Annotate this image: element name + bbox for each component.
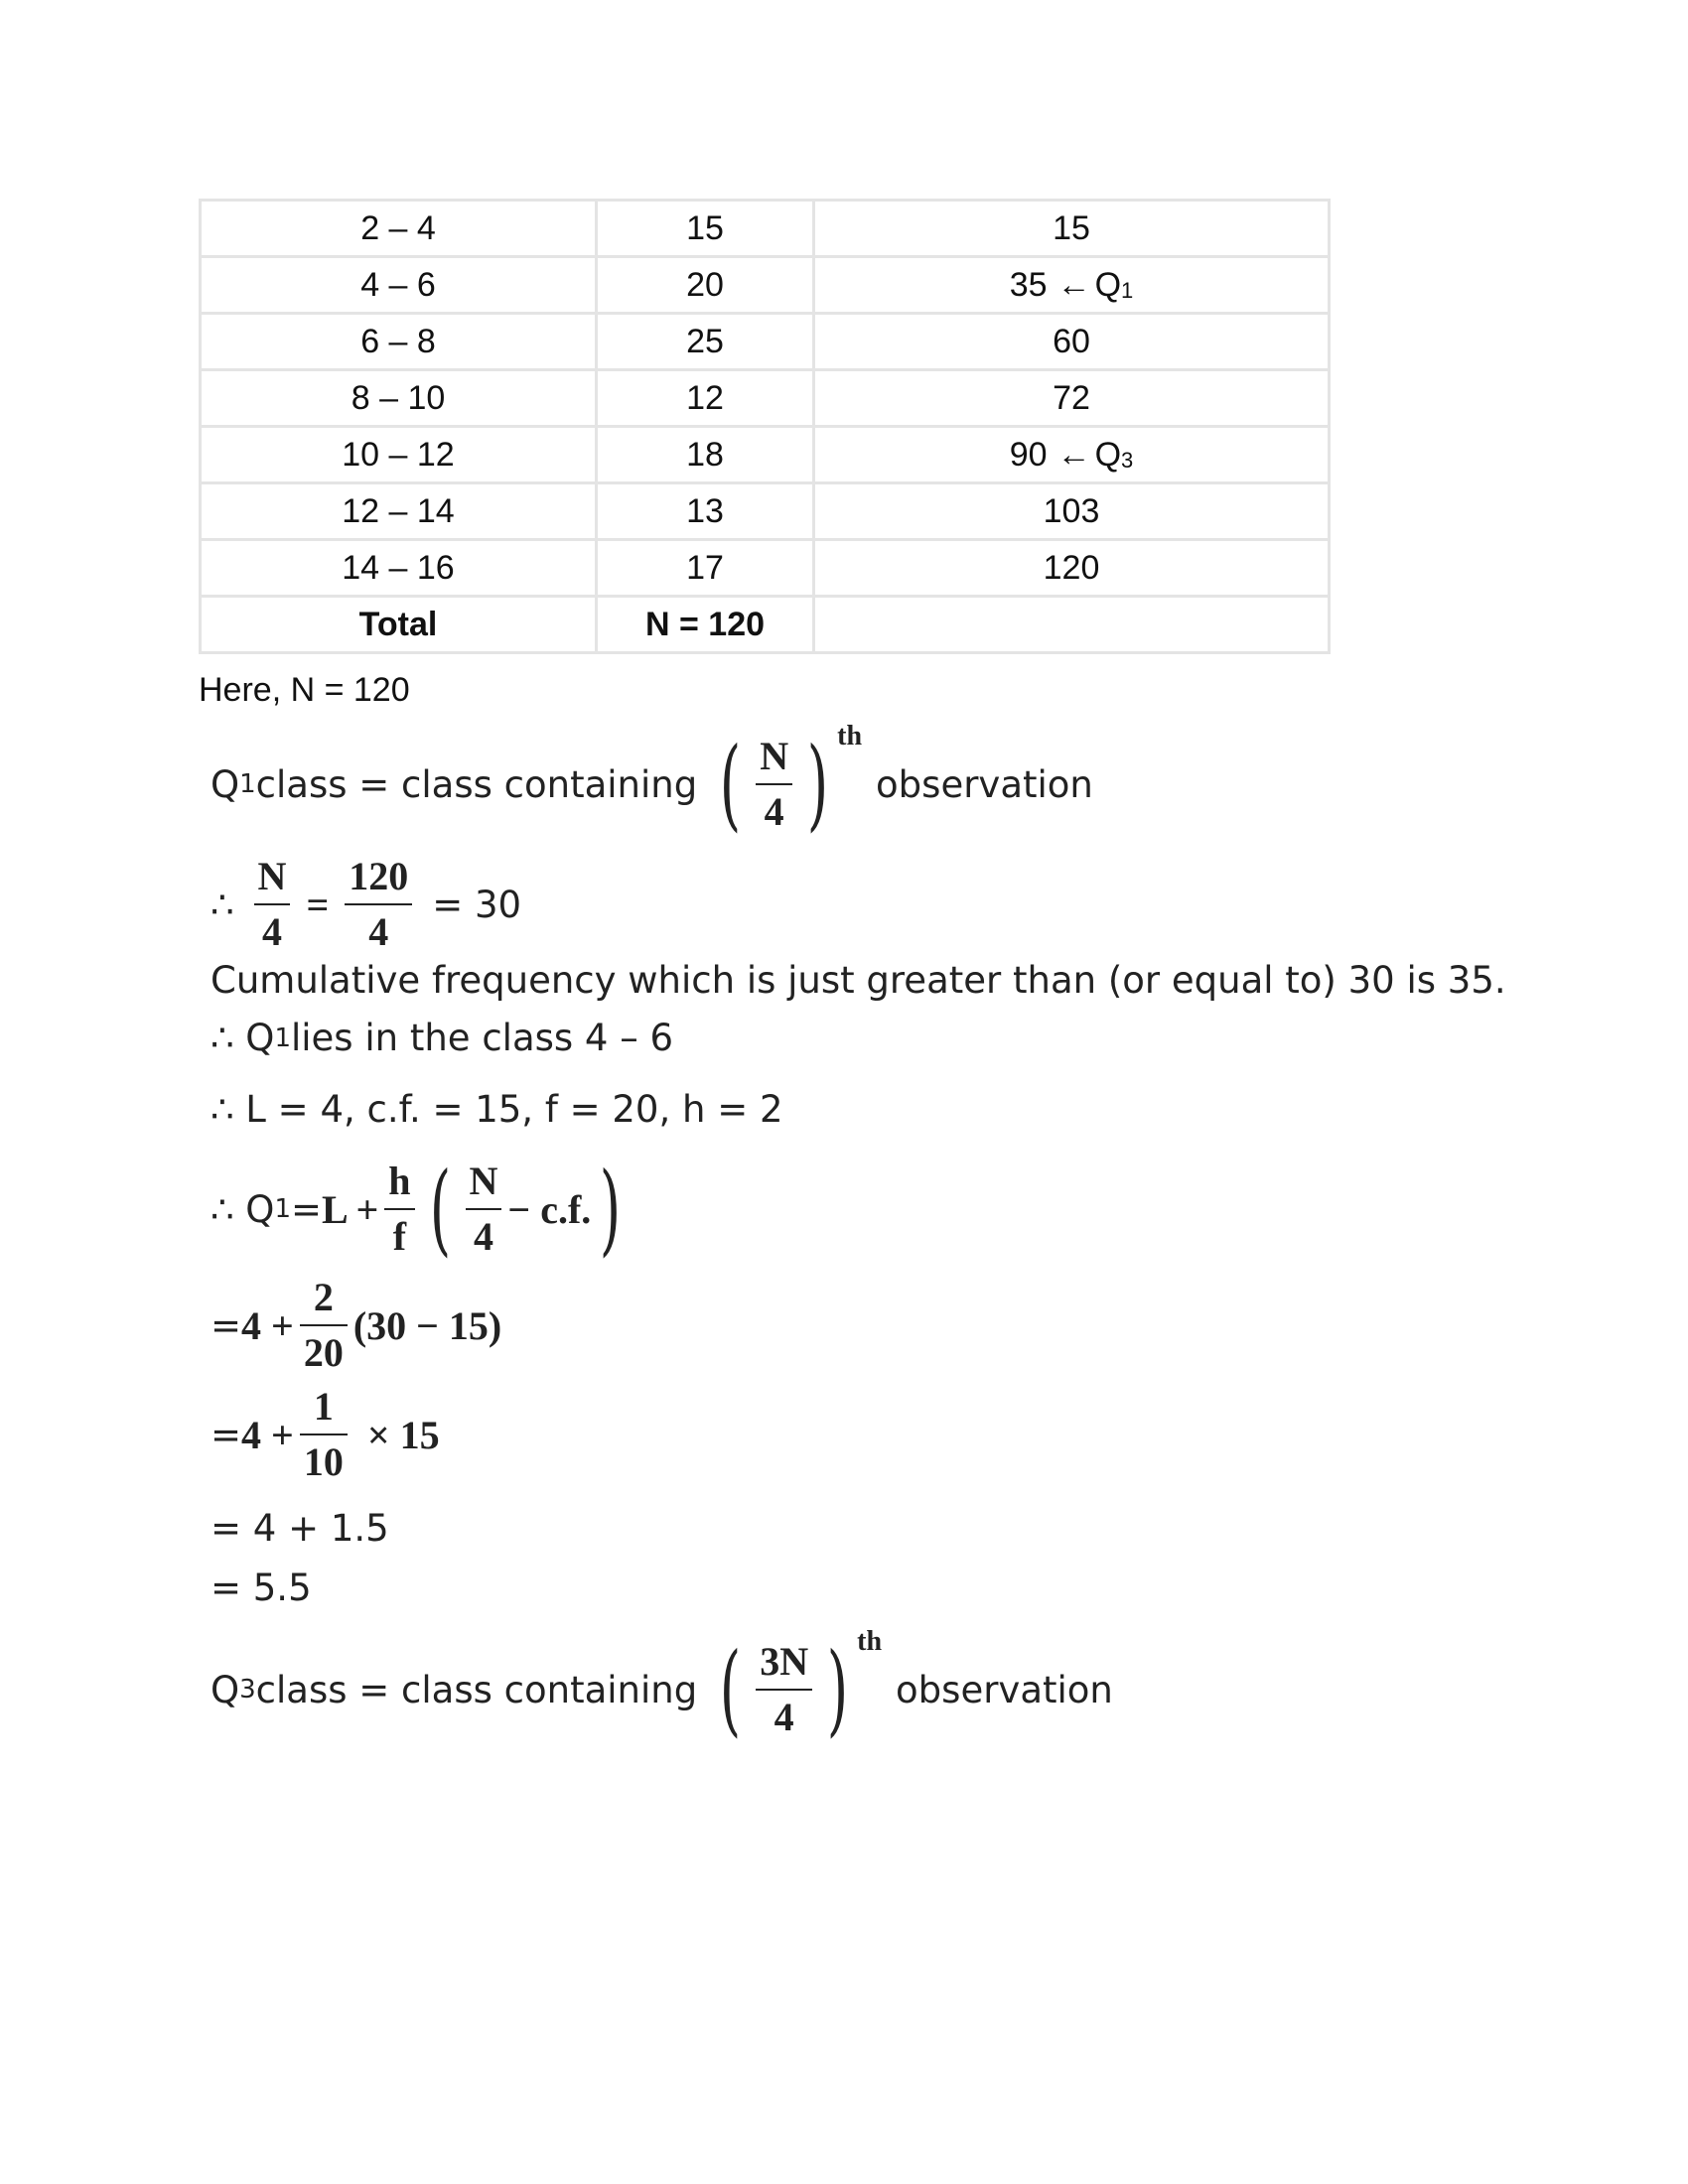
cumulative-frequency-cell	[815, 371, 1328, 428]
cumulative-frequency-cell	[815, 315, 1328, 371]
step1-line	[211, 1277, 501, 1374]
denominator: 10	[303, 1439, 344, 1484]
result-30: = 30	[432, 883, 522, 926]
q1-formula-line	[211, 1151, 630, 1267]
table-row	[202, 541, 1328, 598]
arrow-icon: ←	[1056, 435, 1091, 474]
cumulative-frequency-cell	[815, 202, 1328, 258]
cumulative-frequency-cell	[815, 541, 1328, 598]
denominator: 4	[368, 909, 389, 954]
class-interval-cell: 6 – 8	[202, 315, 598, 371]
q-subscript: 1	[239, 769, 256, 799]
minus-cf: − c.f.	[507, 1186, 592, 1232]
q3-class-line	[211, 1626, 1113, 1747]
numerator: N	[257, 854, 287, 898]
frequency-cell: 13	[598, 484, 815, 541]
denominator: 4	[764, 789, 784, 834]
step4-line: = 5.5	[211, 1567, 312, 1609]
observation-text: observation	[876, 762, 1093, 806]
total-label: Total	[202, 598, 598, 651]
table-row	[202, 315, 1328, 371]
class-interval-cell: 8 – 10	[202, 371, 598, 428]
1-over-10	[300, 1386, 348, 1483]
n-over-4	[254, 856, 291, 953]
numerator: 1	[313, 1384, 334, 1429]
cumulative-frequency-cell	[815, 258, 1328, 315]
class-containing-text: class = class containing	[255, 1668, 698, 1711]
q-letter: ∴ Q	[211, 1017, 275, 1059]
cf-value: 120	[1043, 548, 1100, 587]
equals-text: =	[211, 1413, 242, 1456]
class-interval-cell: 2 – 4	[202, 202, 598, 258]
table-row	[202, 202, 1328, 258]
equals-text: =	[290, 1187, 322, 1231]
quartile-marker: $Q_3$	[1094, 435, 1134, 474]
denominator: f	[392, 1214, 407, 1259]
cumulative-frequency-cell	[815, 484, 1328, 541]
here-line: Here, N = 120	[199, 671, 410, 709]
l-plus: L +	[322, 1186, 379, 1232]
cf-value: 72	[1053, 378, 1090, 417]
cf-value: 90	[1009, 435, 1048, 474]
q-subscript: 1	[274, 1194, 291, 1224]
frequency-cell: 12	[598, 371, 815, 428]
denominator: 20	[303, 1330, 344, 1375]
frequency-cell: 18	[598, 428, 815, 484]
th-superscript: th	[837, 721, 863, 751]
class-interval-cell: 10 – 12	[202, 428, 598, 484]
table-row	[202, 371, 1328, 428]
cf-value: 60	[1053, 322, 1090, 360]
q1-lies-line	[211, 1017, 673, 1059]
cf-sentence: Cumulative frequency which is just greater than (or equal to) 30 is 35.	[211, 959, 1506, 1002]
equals-text: =	[211, 1303, 242, 1347]
numerator: 120	[349, 854, 409, 898]
120-over-4	[345, 856, 412, 953]
table-row	[202, 258, 1328, 315]
right-paren: )	[826, 1631, 849, 1747]
numerator: 2	[313, 1275, 334, 1319]
q-letter: Q	[211, 762, 240, 806]
n-over-4-line	[211, 856, 521, 953]
left-paren: (	[429, 1151, 451, 1267]
values-line: ∴ L = 4, c.f. = 15, f = 20, h = 2	[211, 1088, 783, 1131]
numerator: h	[388, 1159, 411, 1203]
four-plus: 4 +	[241, 1412, 294, 1457]
numerator: 3N	[760, 1639, 809, 1684]
step3-line: = 4 + 1.5	[211, 1507, 389, 1550]
n-over-4-fraction	[756, 736, 792, 833]
denominator: 4	[774, 1695, 794, 1739]
cf-value: 15	[1053, 208, 1090, 247]
table-row	[202, 484, 1328, 541]
denominator: 4	[261, 909, 282, 954]
equals-sign: =	[306, 882, 330, 927]
q-letter: Q	[211, 1668, 240, 1711]
class-interval-cell: 14 – 16	[202, 541, 598, 598]
empty-cell	[815, 598, 1328, 651]
class-interval-cell: 4 – 6	[202, 258, 598, 315]
left-paren: (	[719, 1631, 742, 1747]
lies-in-class-text: lies in the class 4 – 6	[290, 1017, 674, 1059]
table-row	[202, 428, 1328, 484]
q1-class-line	[211, 721, 1093, 842]
total-value: N = 120	[598, 598, 815, 651]
th-superscript: th	[857, 1626, 883, 1657]
left-paren: (	[719, 726, 742, 842]
right-paren: )	[600, 1151, 622, 1267]
table-body	[202, 202, 1328, 651]
frequency-cell: 15	[598, 202, 815, 258]
3n-over-4-fraction	[756, 1641, 812, 1738]
observation-text: observation	[896, 1668, 1113, 1711]
denominator: 4	[473, 1214, 493, 1259]
times-15: × 15	[366, 1412, 440, 1457]
cumulative-frequency-cell	[815, 428, 1328, 484]
four-plus: 4 +	[241, 1302, 294, 1348]
cf-value: 103	[1043, 491, 1100, 530]
frequency-cell: 17	[598, 541, 815, 598]
class-interval-cell: 12 – 14	[202, 484, 598, 541]
step2-line	[211, 1386, 440, 1483]
frequency-cell: 20	[598, 258, 815, 315]
q-subscript: 1	[274, 1023, 291, 1053]
frequency-table	[199, 199, 1331, 654]
total-row	[202, 598, 1328, 651]
right-paren: )	[806, 726, 829, 842]
q-letter: ∴ Q	[211, 1187, 275, 1231]
h-over-f	[384, 1160, 414, 1258]
paren-30-minus-15: (30 − 15)	[352, 1302, 502, 1348]
n-over-4	[466, 1160, 502, 1258]
arrow-icon: ←	[1056, 265, 1091, 304]
2-over-20	[300, 1277, 348, 1374]
frequency-cell: 25	[598, 315, 815, 371]
numerator: N	[760, 734, 789, 778]
numerator: N	[469, 1159, 498, 1203]
q-subscript: 3	[239, 1675, 256, 1705]
cf-value: 35	[1009, 265, 1048, 304]
therefore-symbol: ∴	[211, 883, 234, 926]
quartile-marker: $Q_1$	[1094, 265, 1134, 304]
class-containing-text: class = class containing	[255, 762, 698, 806]
